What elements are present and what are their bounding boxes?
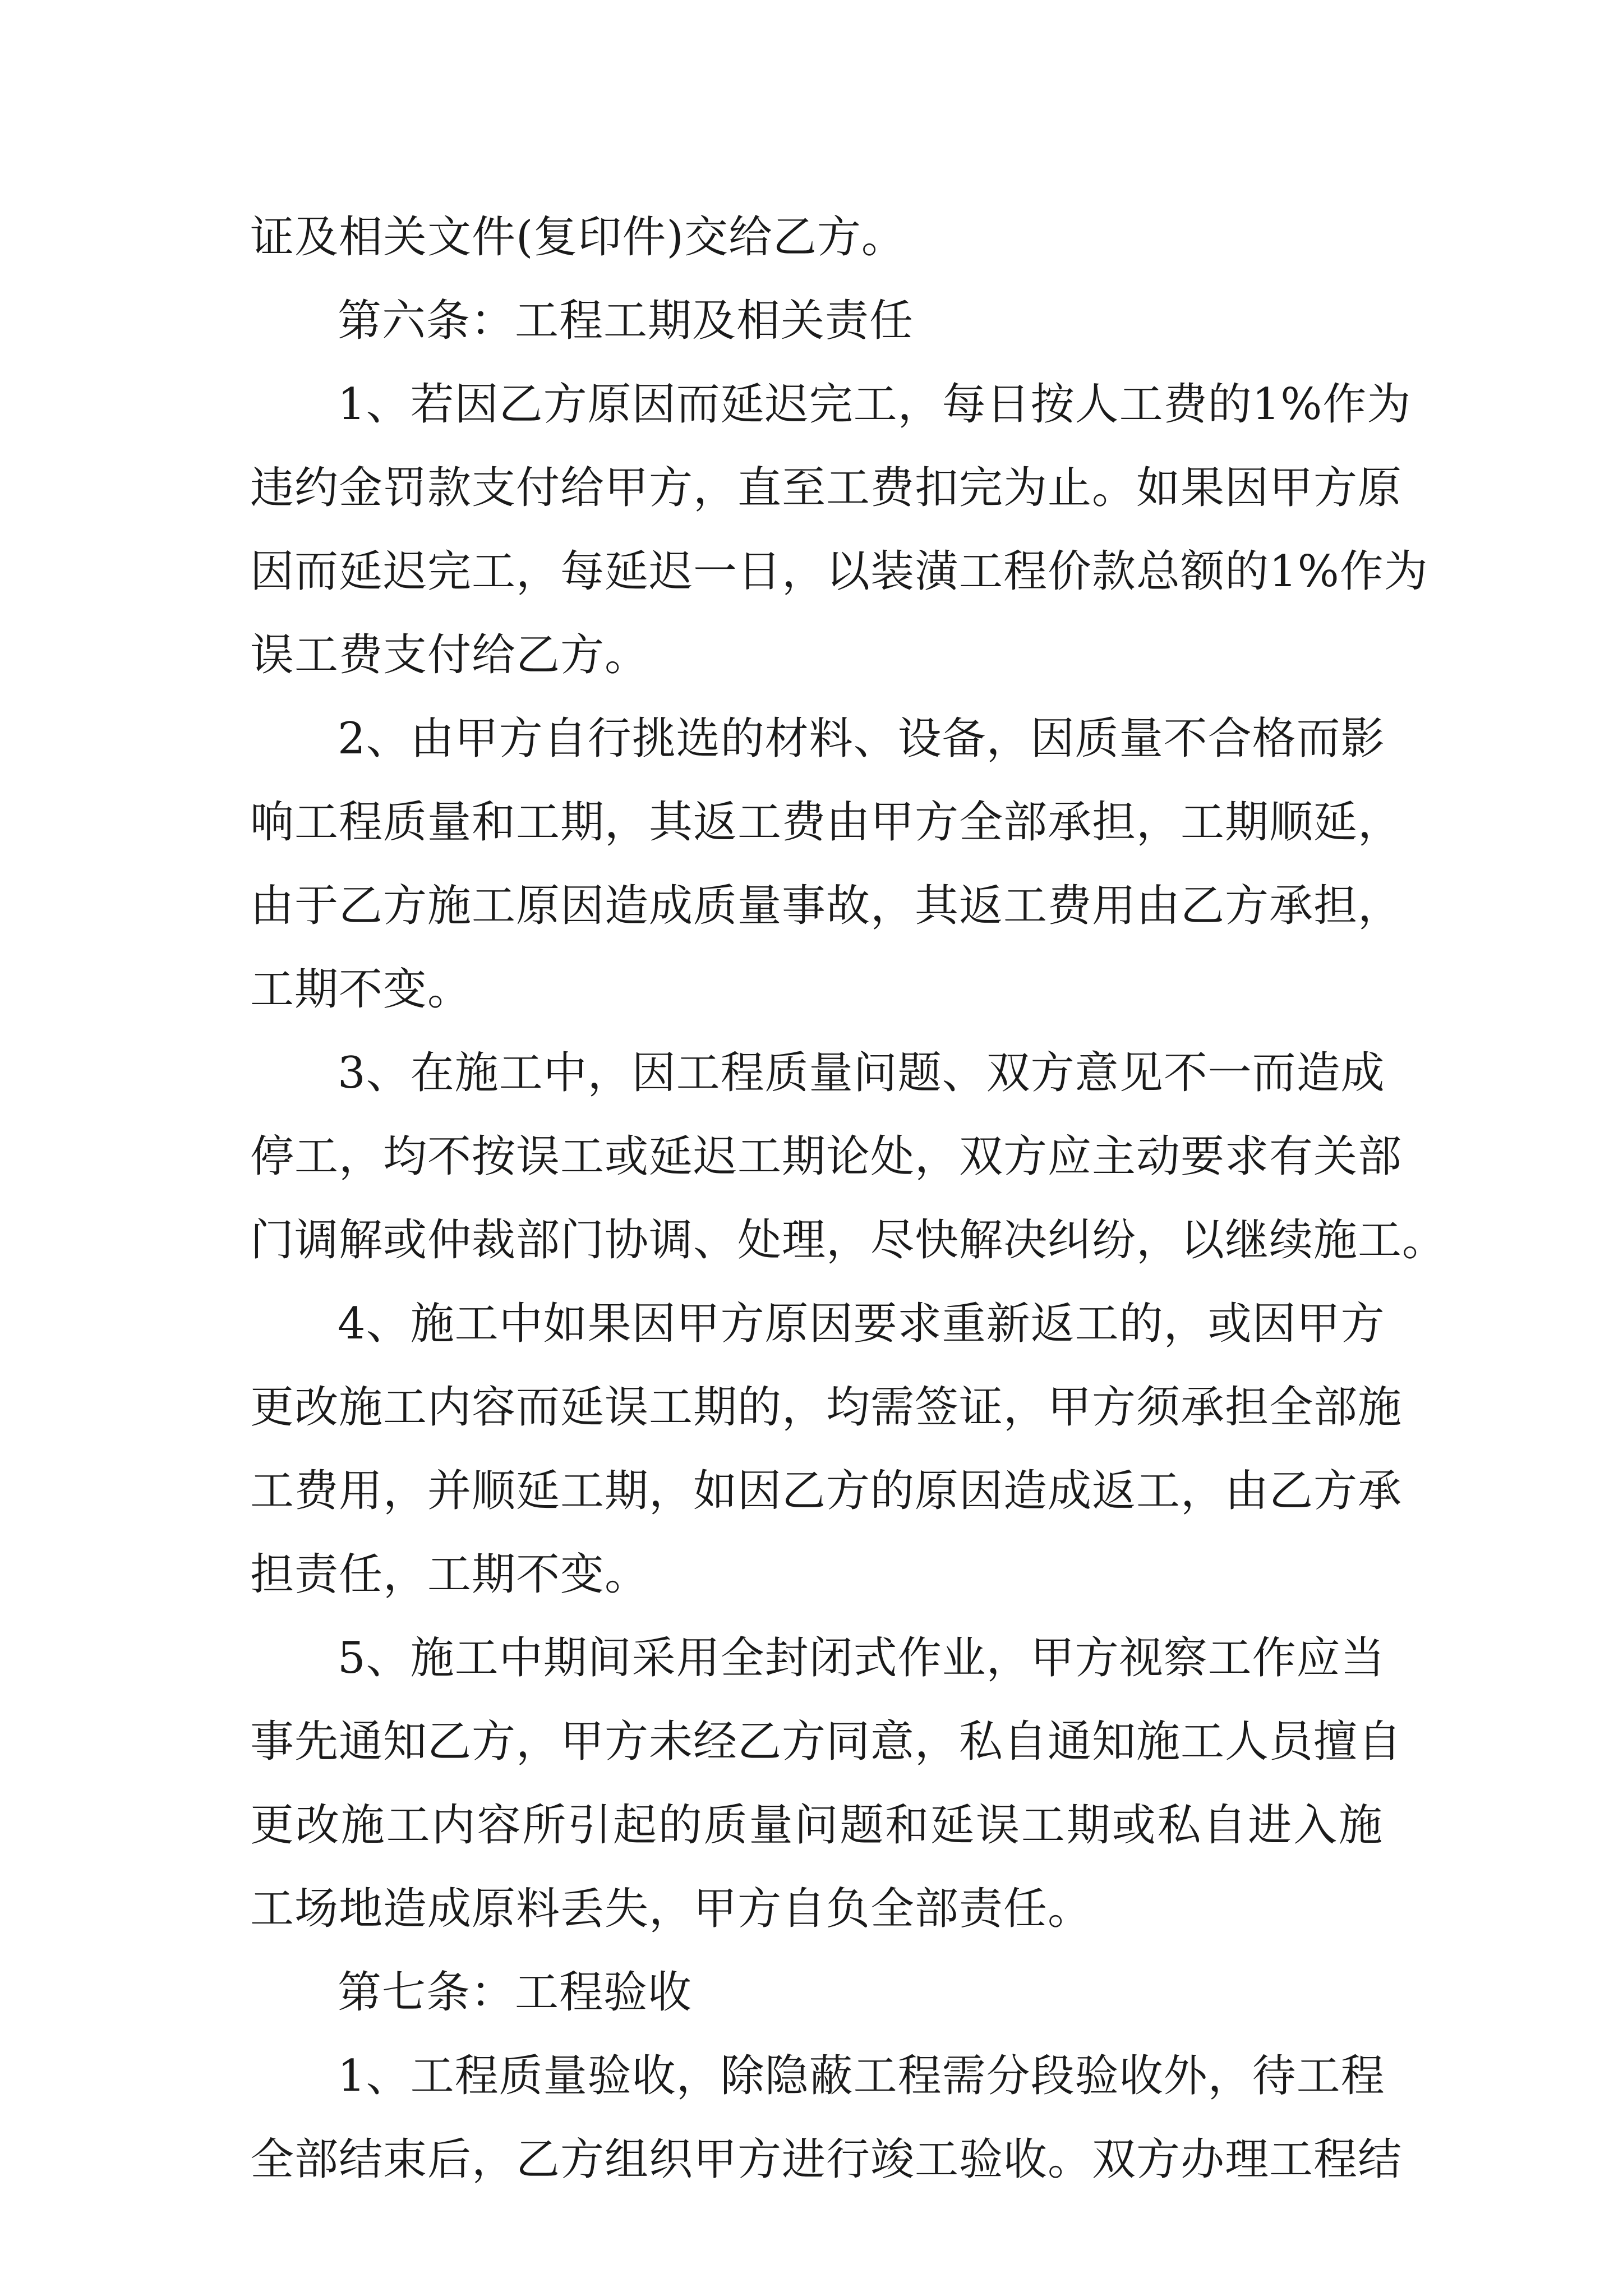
paragraph-line: 由于乙方施工原因造成质量事故，其返工费用由乙方承担， [250,881,1403,931]
paragraph-line: 5、施工中期间采用全封闭式作业，甲方视察工作应当 [338,1633,1385,1683]
paragraph-line: 门调解或仲裁部门协调、处理，尽快解决纠纷，以继续施工。 [250,1215,1447,1266]
paragraph-line: 工场地造成原料丢失，甲方自负全部责任。 [250,1884,1092,1934]
paragraph-line: 1、工程质量验收，除隐蔽工程需分段验收外，待工程 [338,2051,1385,2101]
paragraph-line: 工费用，并顺延工期，如因乙方的原因造成返工，由乙方承 [250,1466,1403,1516]
section-heading-article-6: 第六条：工程工期及相关责任 [338,296,914,346]
paragraph-line: 事先通知乙方，甲方未经乙方同意，私自通知施工人员擅自 [250,1717,1403,1767]
paragraph-line: 误工费支付给乙方。 [250,630,649,680]
section-heading-article-7: 第七条：工程验收 [338,1967,693,2018]
paragraph-line: 2、由甲方自行挑选的材料、设备，因质量不合格而影 [338,714,1385,764]
paragraph-line: 全部结束后，乙方组织甲方进行竣工验收。双方办理工程结 [250,2134,1403,2185]
paragraph-line: 3、在施工中，因工程质量问题、双方意见不一而造成 [338,1048,1385,1098]
paragraph-line: 因而延迟完工，每延迟一日，以装潢工程价款总额的1%作为 [250,546,1428,597]
paragraph-line: 响工程质量和工期，其返工费由甲方全部承担，工期顺延， [250,797,1403,848]
paragraph-line: 证及相关文件(复印件)交给乙方。 [250,212,906,263]
paragraph-line: 1、若因乙方原因而延迟完工，每日按人工费的1%作为 [338,379,1412,430]
paragraph-line: 停工，均不按误工或延迟工期论处，双方应主动要求有关部 [250,1131,1403,1182]
paragraph-line: 工期不变。 [250,964,472,1015]
paragraph-line: 更改施工内容而延误工期的，均需签证，甲方须承担全部施 [250,1382,1403,1433]
paragraph-line: 担责任，工期不变。 [250,1549,649,1600]
paragraph-line: 违约金罚款支付给甲方，直至工费扣完为止。如果因甲方原 [250,463,1403,513]
paragraph-line: 4、施工中如果因甲方原因要求重新返工的，或因甲方 [338,1299,1385,1349]
paragraph-line: 更改施工内容所引起的质量问题和延误工期或私自进入施 [250,1800,1383,1851]
